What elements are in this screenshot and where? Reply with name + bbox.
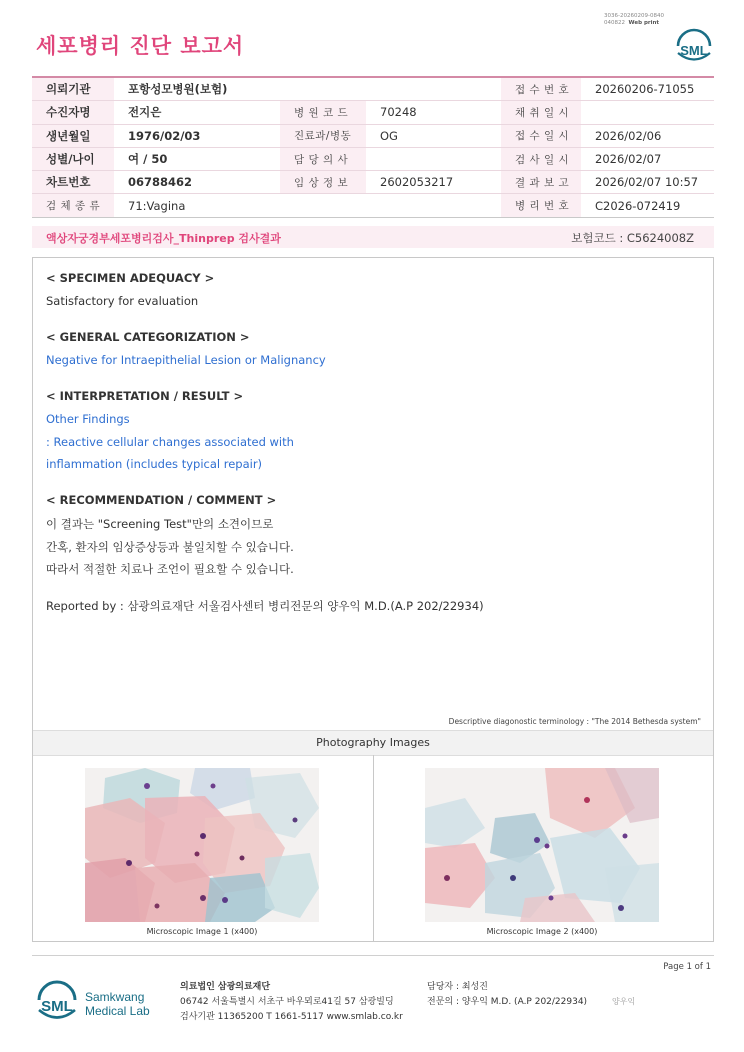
- categorization-text: Negative for Intraepithelial Lesion or Malignancy: [46, 353, 326, 367]
- footer-divider: [32, 955, 714, 956]
- test-name-bar: [32, 226, 714, 248]
- signature: 양우익: [612, 997, 636, 1006]
- field-value: 71:Vagina: [114, 194, 280, 217]
- reported-by: Reported by : 삼광의료재단 서울검사센터 병리전문의 양우익 M.D.(A.P 202/22934): [46, 599, 484, 613]
- field-label: 검 사 일 시: [501, 147, 581, 170]
- field-value: 2602053217: [366, 171, 501, 194]
- field-label: 생년월일: [32, 124, 114, 147]
- logo-name-line1: Samkwang: [85, 990, 145, 1004]
- field-value: 06788462: [114, 171, 280, 194]
- adequacy-text: Satisfactory for evaluation: [46, 294, 199, 308]
- insurance-code: 보험코드 : C5624008Z: [571, 231, 694, 245]
- organization-info: [180, 980, 403, 1025]
- report-title: 세포병리 진단 보고서: [36, 34, 245, 58]
- org-name: 의료법인 삼광의료재단: [180, 982, 271, 992]
- interpretation-line: : Reactive cellular changes associated with: [46, 435, 294, 449]
- field-value: 전지은: [114, 101, 280, 124]
- field-value: [366, 77, 501, 101]
- staff-info: [427, 980, 587, 1010]
- field-value: [366, 194, 501, 217]
- field-label: 검 체 종 류: [32, 194, 114, 217]
- field-value: [581, 101, 714, 124]
- sml-logo-icon: [672, 26, 716, 68]
- logo-abbr: SML: [41, 998, 73, 1015]
- image-caption-2: Microscopic Image 2 (x400): [486, 927, 598, 936]
- specialist: 전문의 : 양우익 M.D. (A.P 202/22934): [427, 997, 588, 1007]
- info-row: [32, 101, 714, 124]
- photo-divider: [373, 755, 374, 941]
- field-value: C2026-072419: [581, 194, 714, 217]
- sml-logo-text: SML: [680, 43, 708, 58]
- field-value: [366, 147, 501, 170]
- adequacy-heading: < SPECIMEN ADEQUACY >: [46, 271, 215, 285]
- patient-info-table: [32, 76, 714, 218]
- field-label: [280, 194, 366, 217]
- field-label: 담 당 의 사: [280, 147, 366, 170]
- field-label: 수진자명: [32, 101, 114, 124]
- field-label: 채 취 일 시: [501, 101, 581, 124]
- info-row: [32, 124, 714, 147]
- field-value: 20260206-71055: [581, 77, 714, 101]
- recommendation-heading: < RECOMMENDATION / COMMENT >: [46, 493, 277, 507]
- categorization-heading: < GENERAL CATEGORIZATION >: [46, 330, 250, 344]
- field-value: OG: [366, 124, 501, 147]
- interpretation-line: inflammation (includes typical repair): [46, 457, 263, 471]
- info-row: [32, 147, 714, 170]
- test-name: 액상자궁경부세포병리검사_Thinprep 검사결과: [46, 232, 281, 245]
- field-value: 포항성모병원(보험): [114, 77, 280, 101]
- logo-name-line2: Medical Lab: [85, 1004, 150, 1018]
- recommendation-line: 이 결과는 "Screening Test"만의 소견이므로: [46, 517, 274, 531]
- info-row: [32, 194, 714, 217]
- field-label: 성별/나이: [32, 147, 114, 170]
- microscopic-image-1: [85, 768, 319, 922]
- interpretation-line: Other Findings: [46, 412, 130, 426]
- field-value: 2026/02/06: [581, 124, 714, 147]
- interpretation-heading: < INTERPRETATION / RESULT >: [46, 389, 244, 403]
- microscopic-image-2: [425, 768, 659, 922]
- field-value: 여 / 50: [114, 147, 280, 170]
- org-address: 06742 서울특별시 서초구 바우뫼로41길 57 삼광빌딩: [180, 997, 394, 1007]
- photography-header: Photography Images: [33, 730, 713, 756]
- field-label: 임 상 정 보: [280, 171, 366, 194]
- manager: 담당자 : 최성진: [427, 982, 488, 992]
- recommendation-line: 따라서 적절한 치료나 조언이 필요할 수 있습니다.: [46, 562, 294, 576]
- document-id: 3036-20260209-0840 040822 Web print: [604, 13, 664, 26]
- field-label: 차트번호: [32, 171, 114, 194]
- field-label: 결 과 보 고: [501, 171, 581, 194]
- field-label: 접 수 번 호: [501, 77, 581, 101]
- field-value: 2026/02/07 10:57: [581, 171, 714, 194]
- field-value: 1976/02/03: [114, 124, 280, 147]
- samkwang-logo: [36, 979, 154, 1027]
- field-label: [280, 77, 366, 101]
- recommendation-line: 간혹, 환자의 임상증상등과 불일치할 수 있습니다.: [46, 540, 294, 554]
- field-label: 병 원 코 드: [280, 101, 366, 124]
- field-label: 의뢰기관: [32, 77, 114, 101]
- result-box: [32, 257, 714, 942]
- field-value: 2026/02/07: [581, 147, 714, 170]
- info-row: [32, 171, 714, 194]
- terminology-note: Descriptive diagonostic terminology : "The 2014 Bethesda system": [448, 717, 701, 726]
- image-caption-1: Microscopic Image 1 (x400): [146, 927, 258, 936]
- org-contact: 검사기관 11365200 T 1661-5117 www.smlab.co.kr: [180, 1012, 403, 1022]
- field-label: 접 수 일 시: [501, 124, 581, 147]
- info-row: [32, 77, 714, 101]
- field-label: 진료과/병동: [280, 124, 366, 147]
- page-number: Page 1 of 1: [663, 962, 711, 972]
- field-value: 70248: [366, 101, 501, 124]
- field-label: 병 리 번 호: [501, 194, 581, 217]
